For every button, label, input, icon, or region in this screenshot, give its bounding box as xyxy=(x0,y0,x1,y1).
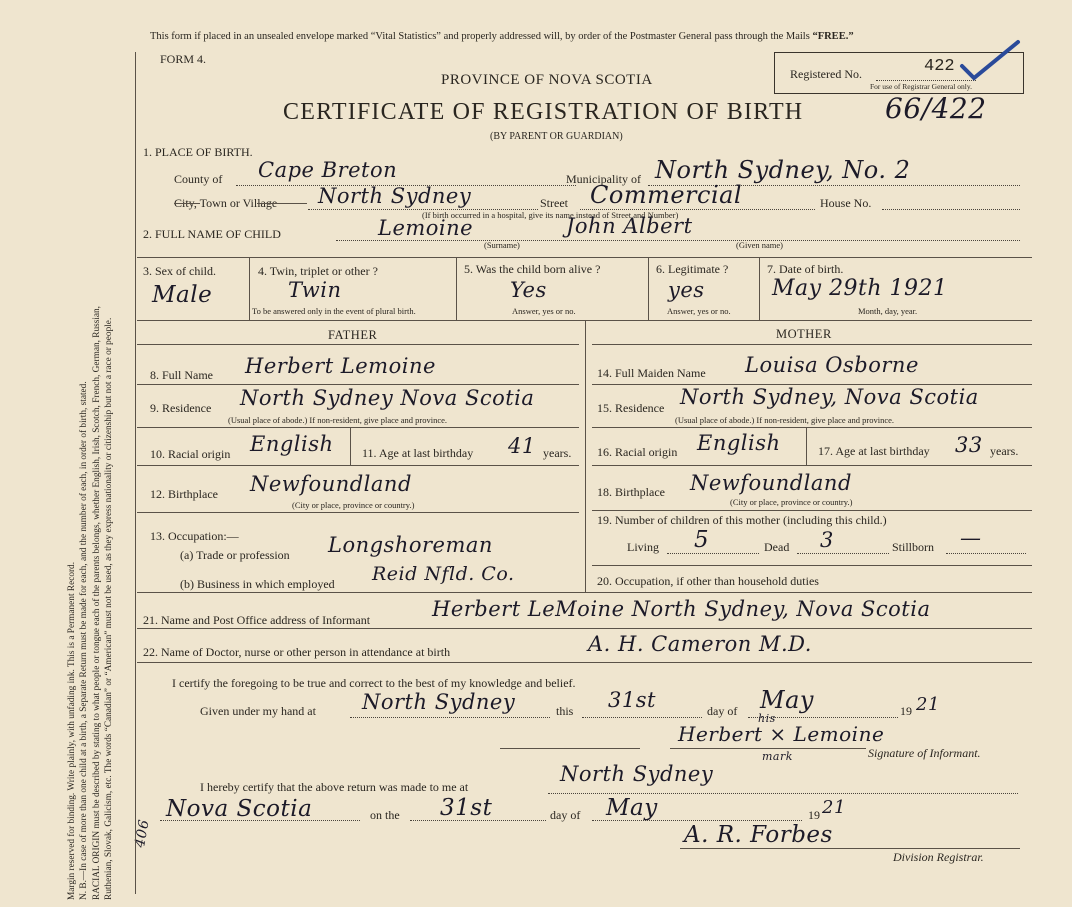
child-name-label: 2. FULL NAME OF CHILD xyxy=(143,227,281,241)
surname-caption: (Surname) xyxy=(484,240,520,250)
father-trade-value: Longshoreman xyxy=(328,533,493,557)
box-divider-1 xyxy=(249,257,250,320)
mother-birthplace-value: Newfoundland xyxy=(690,471,852,495)
children-living-label: Living xyxy=(627,540,659,554)
signature-his: his xyxy=(758,712,776,725)
form-left-border xyxy=(135,52,136,894)
certificate-title: CERTIFICATE OF REGISTRATION OF BIRTH xyxy=(283,99,804,125)
mother-racial-label: 16. Racial origin xyxy=(597,445,678,459)
parents-header-line-left xyxy=(137,344,579,345)
certify-year-value: 21 xyxy=(916,694,940,715)
father-birthplace-note: (City or place, province or country.) xyxy=(292,500,415,510)
mother-racial-value: English xyxy=(697,431,781,455)
registrar-on-the: on the xyxy=(370,808,400,822)
father-age-label: 11. Age at last birthday xyxy=(362,446,474,460)
alive-label: 5. Was the child born alive ? xyxy=(464,262,601,276)
house-line xyxy=(882,209,1020,210)
registered-number: 422 xyxy=(924,57,955,76)
street-label: Street xyxy=(540,196,568,210)
box-divider-4 xyxy=(759,257,760,320)
registrar-day-value: 31st xyxy=(440,795,493,821)
father-birthplace-value: Newfoundland xyxy=(250,472,412,496)
certify-statement: I certify the foregoing to be true and correct to the best of my knowledge and belief. xyxy=(172,676,576,690)
signature-line xyxy=(670,748,866,749)
legitimate-value: yes xyxy=(668,278,705,302)
mother-occupation-label: 20. Occupation, if other than household duties xyxy=(597,574,819,588)
father-birthplace-label: 12. Birthplace xyxy=(150,487,218,501)
father-name-value: Herbert Lemoine xyxy=(245,354,436,378)
registrar-place-value-2: Nova Scotia xyxy=(166,796,313,822)
father-trade-label: (a) Trade or profession xyxy=(180,548,290,562)
children-dead-label: Dead xyxy=(764,540,790,554)
father-racial-line xyxy=(137,465,579,466)
margin-nb-note: N. B.—In case of more than one child at a birth, a Separate Return must be made for each, and the number of each, in order of birth, stated. xyxy=(79,381,90,900)
county-value: Cape Breton xyxy=(258,158,398,182)
twin-value: Twin xyxy=(288,278,342,302)
registrar-place-line xyxy=(548,793,1018,794)
mother-residence-value: North Sydney, Nova Scotia xyxy=(680,385,979,409)
city-strikethrough-city xyxy=(174,203,200,204)
city-label: City, Town or Village xyxy=(174,196,278,210)
mother-name-value: Louisa Osborne xyxy=(745,353,919,377)
father-residence-line xyxy=(137,427,579,428)
father-racial-label: 10. Racial origin xyxy=(150,447,231,461)
mother-name-label: 14. Full Maiden Name xyxy=(597,366,706,380)
children-living-line xyxy=(667,553,759,554)
given-name-caption: (Given name) xyxy=(736,240,783,250)
mother-residence-label: 15. Residence xyxy=(597,401,665,415)
sex-label: 3. Sex of child. xyxy=(143,264,216,278)
father-age-years: years. xyxy=(543,446,572,460)
mother-racial-divider xyxy=(806,427,807,465)
city-strikethrough-village xyxy=(257,203,307,204)
certify-this: this xyxy=(556,704,574,718)
mother-birthplace-label: 18. Birthplace xyxy=(597,485,665,499)
doctor-label: 22. Name of Doctor, nurse or other person in attendance at birth xyxy=(143,645,451,659)
father-heading: FATHER xyxy=(328,328,378,342)
registrar-statement: I hereby certify that the above return was made to me at xyxy=(200,780,469,794)
father-racial-divider xyxy=(350,427,351,465)
mother-heading: MOTHER xyxy=(776,327,832,341)
legitimate-label: 6. Legitimate ? xyxy=(656,262,729,276)
mother-birthplace-note: (City or place, province or country.) xyxy=(730,497,853,507)
informant-value: Herbert LeMoine North Sydney, Nova Scotia xyxy=(432,597,931,621)
mother-residence-note: (Usual place of abode.) If non-resident, give place and province. xyxy=(675,415,895,425)
certify-month-value: May xyxy=(760,686,814,714)
birth-date-note: Month, day, year. xyxy=(858,306,918,316)
street-value: Commercial xyxy=(590,181,743,209)
certify-year-prefix: 19 xyxy=(900,704,912,718)
mother-racial-line xyxy=(592,465,1032,466)
registrar-signature-line xyxy=(680,848,1020,849)
form-number: FORM 4. xyxy=(160,52,207,66)
registrar-day-of: day of xyxy=(550,808,581,822)
children-dead-value: 3 xyxy=(820,528,834,552)
registrar-year-prefix: 19 xyxy=(808,808,820,822)
registered-note: For use of Registrar General only. xyxy=(870,82,972,91)
margin-handwritten-note: 406 xyxy=(132,818,153,849)
doctor-line xyxy=(137,662,1032,663)
certify-given-label: Given under my hand at xyxy=(200,704,316,718)
place-of-birth-heading: 1. PLACE OF BIRTH. xyxy=(143,145,253,159)
father-birthplace-line xyxy=(137,512,579,513)
registrar-label: Division Registrar. xyxy=(893,850,984,864)
mother-residence-line xyxy=(592,427,1032,428)
mother-birthplace-line xyxy=(592,510,1032,511)
certify-day-value: 31st xyxy=(608,688,656,712)
parents-divider xyxy=(585,320,586,592)
child-name-line xyxy=(336,240,1020,241)
signature-mark: mark xyxy=(762,750,793,763)
children-count-label: 19. Number of children of this mother (including this child.) xyxy=(597,513,887,527)
father-business-label: (b) Business in which employed xyxy=(180,577,335,591)
certify-blank-line xyxy=(500,748,640,749)
registrar-year-value: 21 xyxy=(822,797,846,818)
father-racial-value: English xyxy=(250,432,334,456)
child-given-name: John Albert xyxy=(566,214,693,238)
margin-binding-note: Margin reserved for binding. Write plainly, with unfading ink. This is a Permanent Record. xyxy=(67,561,77,900)
certify-day-line xyxy=(582,717,702,718)
stillborn-label: Stillborn xyxy=(892,540,935,554)
birth-date-value: May 29th 1921 xyxy=(772,276,948,301)
stillborn-line xyxy=(946,553,1026,554)
father-residence-value: North Sydney Nova Scotia xyxy=(240,386,535,410)
twin-note: To be answered only in the event of plural birth. xyxy=(252,306,416,316)
father-residence-label: 9. Residence xyxy=(150,401,212,415)
certify-day-of: day of xyxy=(707,704,738,718)
certificate-subtitle: (BY PARENT OR GUARDIAN) xyxy=(490,131,623,142)
father-residence-note: (Usual place of abode.) If non-resident, give place and province. xyxy=(228,415,448,425)
twin-label: 4. Twin, triplet or other ? xyxy=(258,264,378,278)
legitimate-note: Answer, yes or no. xyxy=(667,306,731,316)
birth-date-label: 7. Date of birth. xyxy=(767,262,844,276)
parents-bottom-line xyxy=(137,592,1032,593)
certify-place-line xyxy=(350,717,550,718)
parents-header-line-right xyxy=(592,344,1032,345)
margin-instructions xyxy=(66,20,116,900)
informant-signature: Herbert × Lemoine xyxy=(678,722,885,746)
sex-value: Male xyxy=(152,282,213,308)
hospital-note: (If birth occurred in a hospital, give its name instead of Street and Number) xyxy=(422,210,679,220)
alive-value: Yes xyxy=(510,278,547,302)
doctor-value: A. H. Cameron M.D. xyxy=(588,632,812,656)
blue-check-mark xyxy=(958,38,1024,84)
registrar-place-value-1: North Sydney xyxy=(560,762,714,786)
father-business-value: Reid Nfld. Co. xyxy=(372,563,515,585)
signature-label: Signature of Informant. xyxy=(868,746,981,760)
registrar-signature: A. R. Forbes xyxy=(684,822,833,848)
father-occupation-label: 13. Occupation:— xyxy=(150,529,239,543)
stillborn-value: — xyxy=(960,526,982,550)
registered-label: Registered No. xyxy=(790,67,862,81)
municipality-value: North Sydney, No. 2 xyxy=(655,156,911,184)
mother-age-value: 33 xyxy=(955,433,983,457)
certify-place-value: North Sydney xyxy=(362,690,516,714)
municipality-label: Municipality of xyxy=(566,172,641,186)
box-divider-2 xyxy=(456,257,457,320)
children-living-value: 5 xyxy=(694,527,710,553)
mother-children-line xyxy=(592,565,1032,566)
children-dead-line xyxy=(797,553,889,554)
box-divider-3 xyxy=(648,257,649,320)
margin-racial-note-1: RACIAL ORIGIN must be described by stating to what people or tongue each of the parents belongs, whether English, Irish, Scotch, French, German, Russian, xyxy=(91,305,102,900)
mother-age-label: 17. Age at last birthday xyxy=(818,444,930,458)
province-heading: PROVINCE OF NOVA SCOTIA xyxy=(441,72,653,88)
postal-notice: This form if placed in an unsealed envelope marked “Vital Statistics” and properly addressed will, by order of the Postmaster General pass through the Mails “FREE.” xyxy=(150,31,854,42)
father-name-line xyxy=(137,384,579,385)
informant-label: 21. Name and Post Office address of Informant xyxy=(143,613,371,627)
margin-racial-note-2: Ruthenian, Slovak, Galicism, etc. The words “Canadian” or “American” must not be used, as they express nationality or citizenship but not a race or people. xyxy=(104,317,115,900)
registrar-month-value: May xyxy=(606,795,658,821)
father-age-value: 41 xyxy=(508,434,536,458)
city-value: North Sydney xyxy=(318,184,472,208)
mother-age-years: years. xyxy=(990,444,1019,458)
county-label: County of xyxy=(174,172,223,186)
child-surname: Lemoine xyxy=(378,216,474,240)
file-number: 66/422 xyxy=(885,92,987,125)
informant-line xyxy=(137,628,1032,629)
father-name-label: 8. Full Name xyxy=(150,368,213,382)
alive-note: Answer, yes or no. xyxy=(512,306,576,316)
house-label: House No. xyxy=(820,196,872,210)
row-boxes-top xyxy=(137,257,1032,258)
